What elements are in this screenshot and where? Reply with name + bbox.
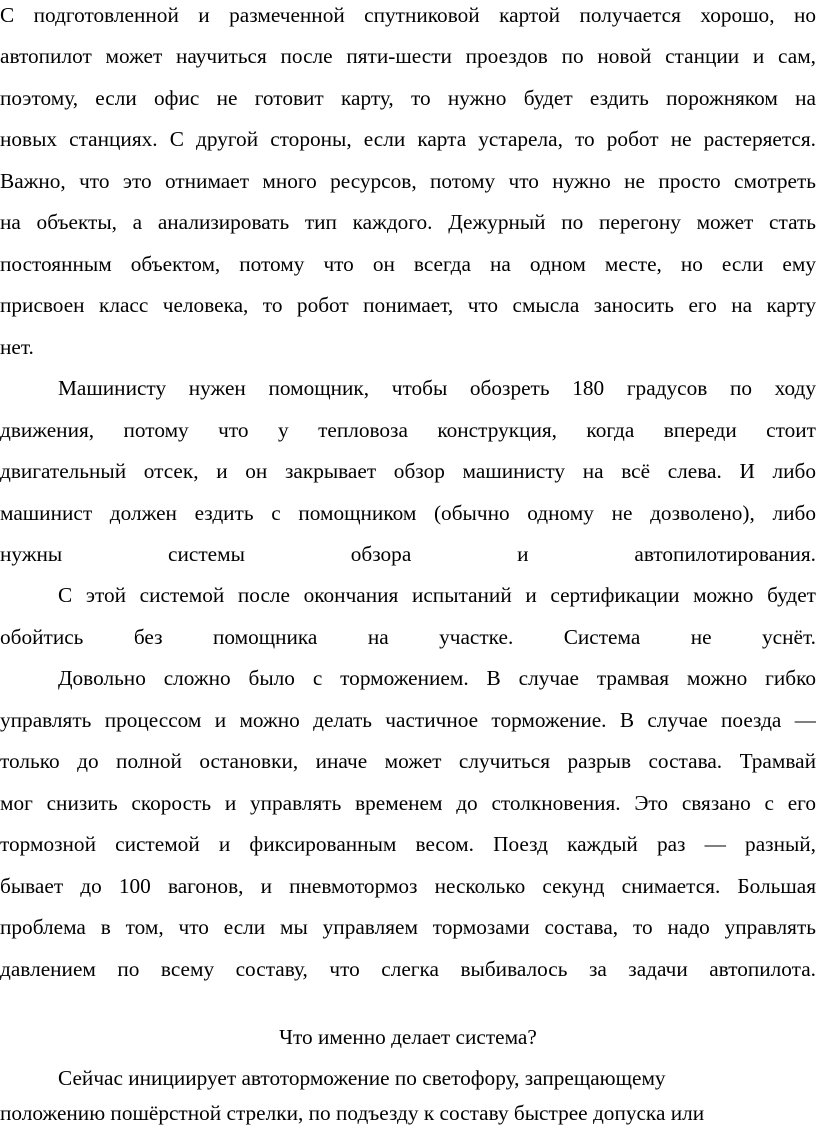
text-line: Важно, что это отнимает много ресурсов, потому что нужно не просто смотреть [0,169,816,193]
text-line: постоянным объектом, потому что он всегда на одном месте, но если ему [0,252,816,276]
text-line: автопилот может научиться после пяти-шести проездов по новой станции и сам, [0,44,816,68]
text-line: бывает до 100 вагонов, и пневмотормоз несколько секунд снимается. Большая [0,874,816,898]
text-line: движения, потому что у тепловоза конструкция, когда впереди стоит [0,418,816,442]
text-line: давлением по всему составу, что слегка выбивалось за задачи автопилота. [0,957,816,981]
text-line: нужны системы обзора и автопилотирования. [0,542,816,566]
text-line: машинист должен ездить с помощником (обычно одному не дозволено), либо [0,501,816,525]
text-line: только до полной остановки, иначе может случиться разрыв состава. Трамвай [0,749,816,773]
text-line: на объекты, а анализировать тип каждого. Дежурный по перегону может стать [0,210,816,234]
text-line: мог снизить скорость и управлять временем до столкновения. Это связано с его [0,791,816,815]
text-line: положению пошёрстной стрелки, по подъезду к составу быстрее допуска или [0,1101,705,1125]
text-line: нет. [0,335,34,359]
text-line: С подготовленной и размеченной спутниковой картой получается хорошо, но [0,3,816,27]
text-line: обойтись без помощника на участке. Система не уснёт. [0,625,816,649]
text-line: присвоен класс человека, то робот понимает, что смысла заносить его на карту [0,293,816,317]
paragraph-first-line: Довольно сложно было с торможением. В случае трамвая можно гибко [58,666,816,690]
text-line: двигательный отсек, и он закрывает обзор машинисту на всё слева. И либо [0,459,816,483]
paragraph-first-line: Машинисту нужен помощник, чтобы обозреть 180 градусов по ходу [58,376,816,400]
section-heading: Что именно делает система? [279,1025,537,1049]
text-line: поэтому, если офис не готовит карту, то нужно будет ездить порожняком на [0,86,816,110]
paragraph-first-line: Сейчас инициирует автоторможение по светофору, запрещающему [58,1066,666,1090]
text-line: управлять процессом и можно делать частичное торможение. В случае поезда — [0,708,816,732]
text-line: новых станциях. С другой стороны, если карта устарела, то робот не растеряется. [0,127,816,151]
paragraph-first-line: С этой системой после окончания испытаний и сертификации можно будет [58,583,816,607]
text-line: проблема в том, что если мы управляем тормозами состава, то надо управлять [0,915,816,939]
text-line: тормозной системой и фиксированным весом. Поезд каждый раз — разный, [0,832,816,856]
